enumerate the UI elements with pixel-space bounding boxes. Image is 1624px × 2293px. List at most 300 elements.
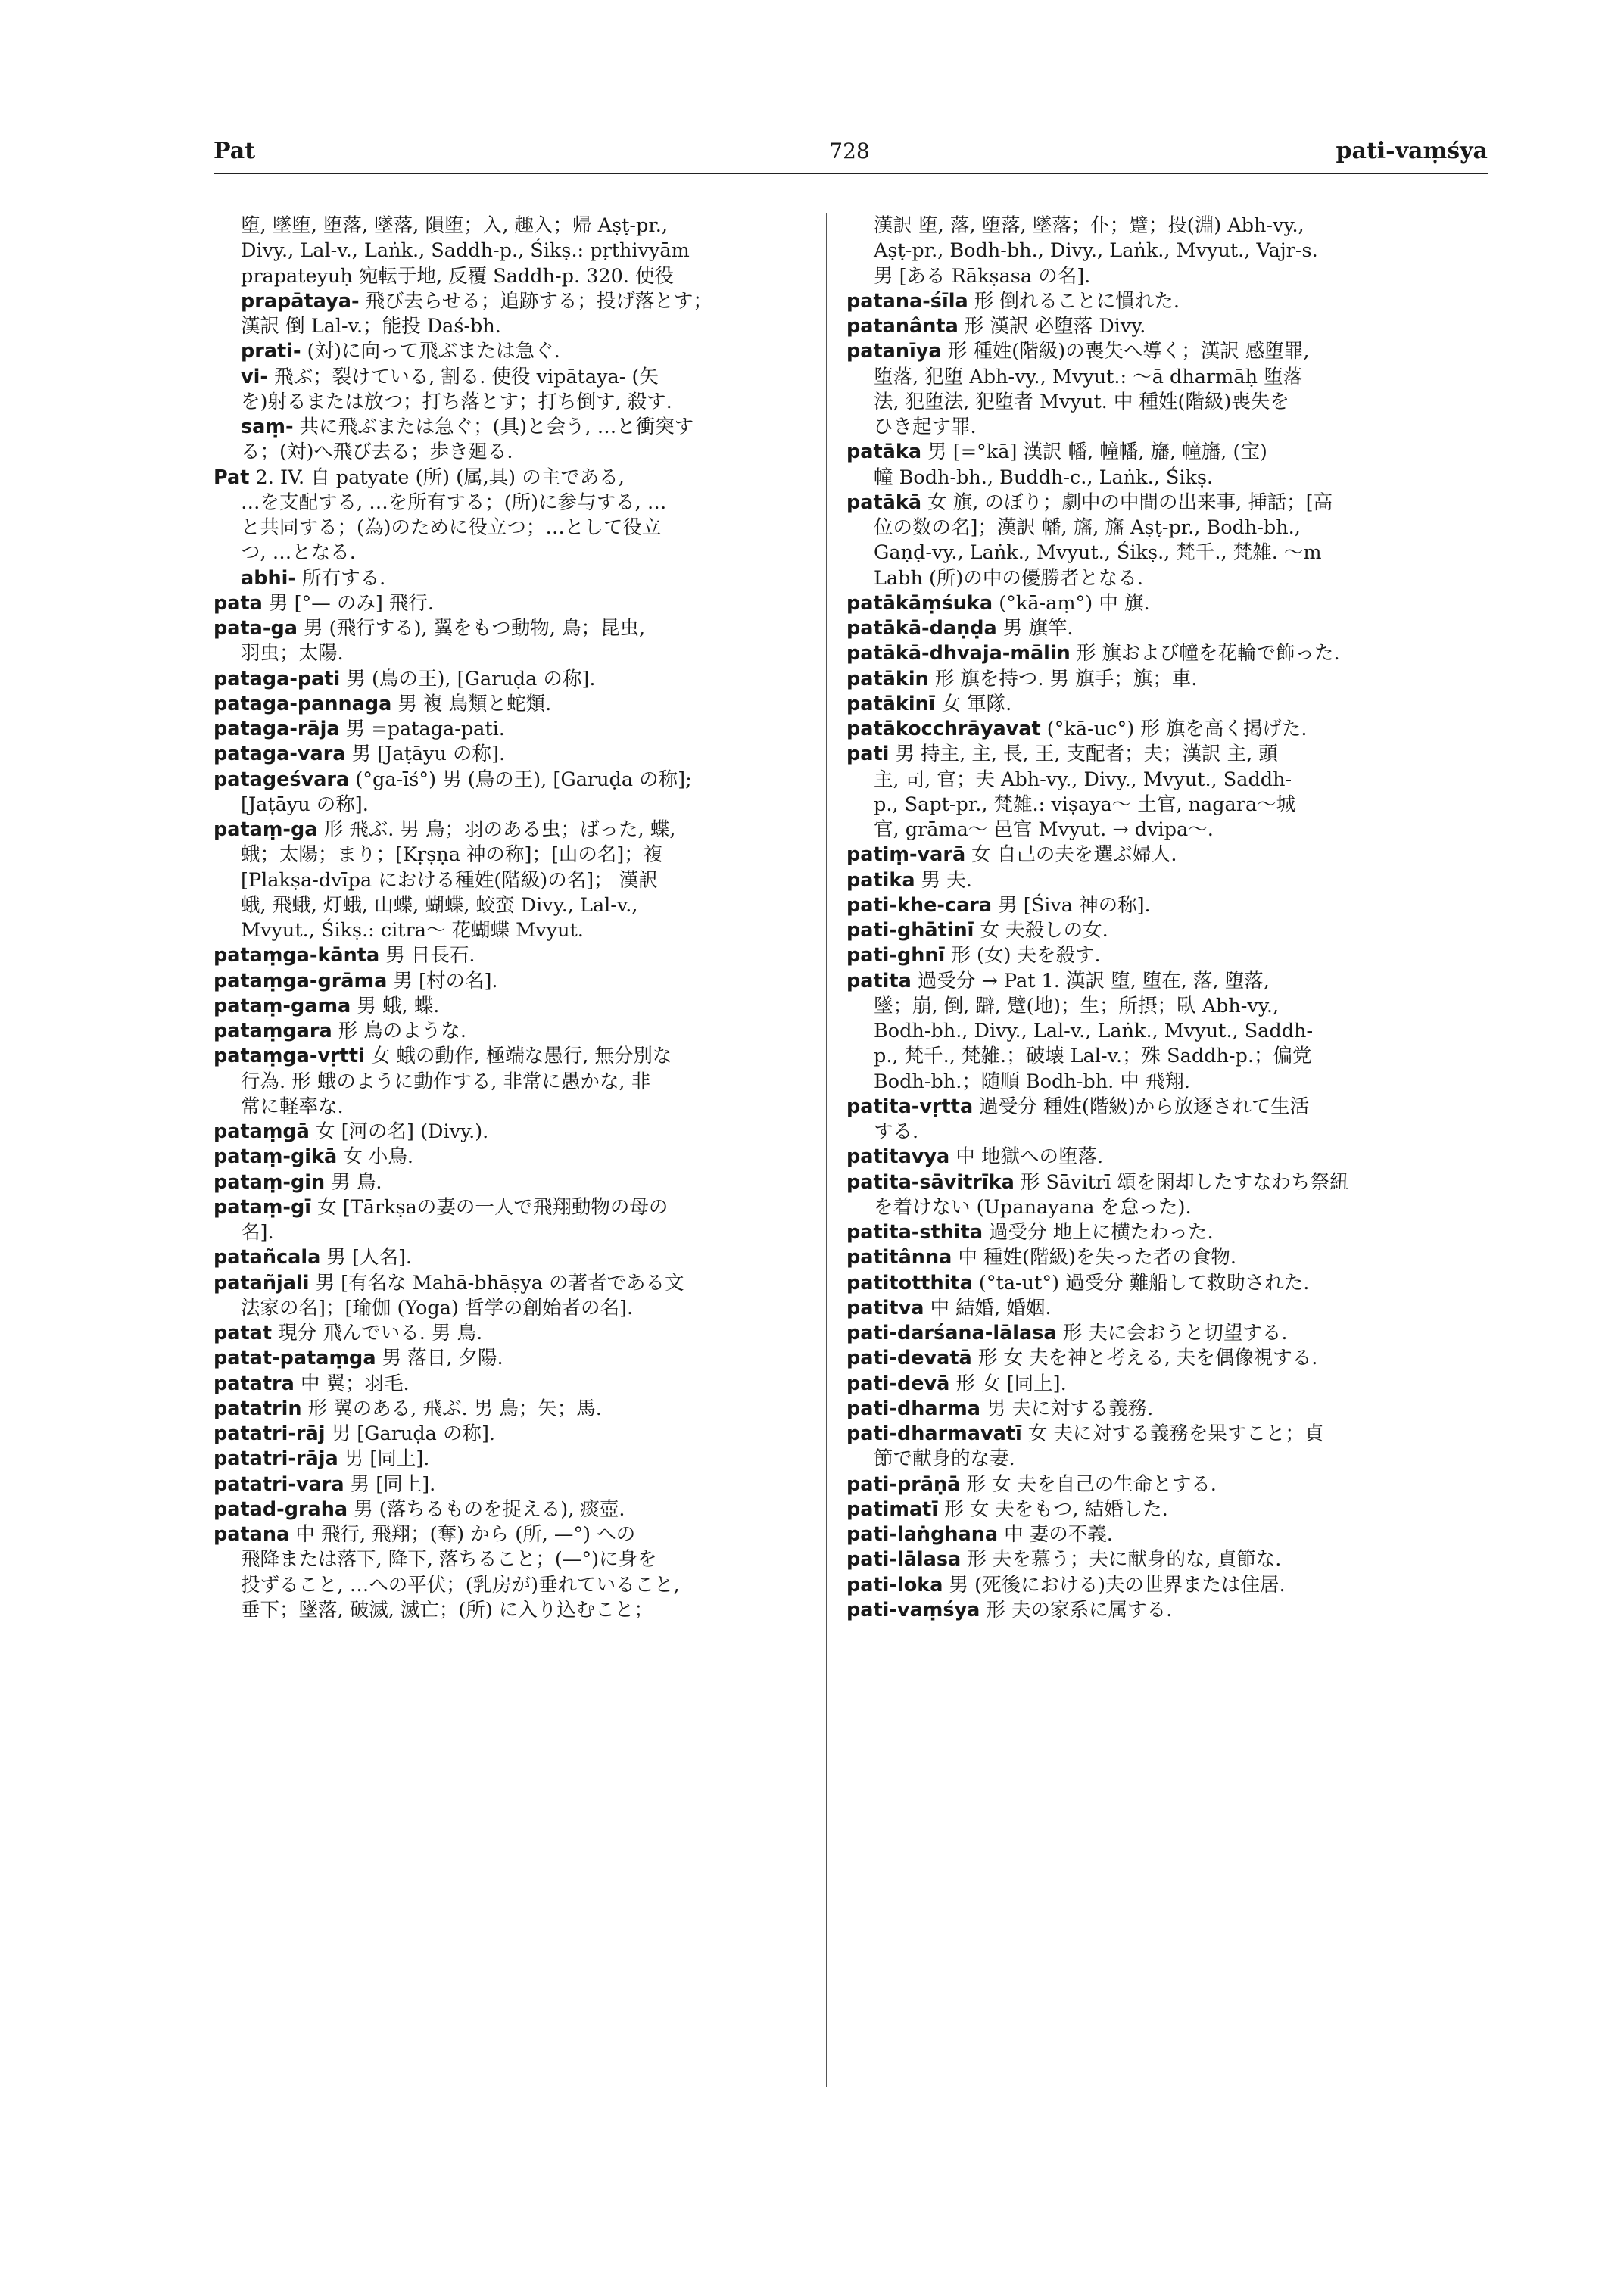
headword: patat	[214, 1322, 273, 1344]
headword: patageśvara	[214, 768, 350, 791]
definition-text: 飛降または落下, 降下, 落ちること；(—°)に身を	[241, 1548, 657, 1572]
headword: pati	[846, 743, 890, 766]
headword: prapātaya-	[241, 289, 360, 313]
headword: patatrin	[214, 1397, 302, 1420]
definition-text: 過受分 → Pat 1. 漢訳 堕, 堕在, 落, 堕落,	[917, 969, 1270, 992]
dictionary-line	[846, 1372, 1488, 1397]
headword: pata-ga	[214, 617, 298, 640]
definition-text: 男 [Garuḍa の称].	[331, 1422, 496, 1445]
dictionary-line	[846, 1195, 1488, 1220]
dictionary-line	[846, 969, 1488, 994]
dictionary-line	[214, 264, 804, 289]
definition-text: Bodh-bh.；随順 Bodh-bh. 中 飛翔.	[874, 1070, 1191, 1093]
definition-text: 形 夫に会おうと切望する.	[1062, 1322, 1288, 1344]
definition-text: 形 女 夫をもつ, 結婚した.	[944, 1497, 1168, 1521]
definition-text: 男 [同上].	[350, 1472, 436, 1496]
headword: patiṃ-varā	[846, 843, 966, 867]
dictionary-line	[846, 793, 1488, 818]
headword: pataṃgara	[214, 1020, 332, 1042]
dictionary-line	[214, 943, 804, 968]
headword: pati-loka	[846, 1573, 943, 1597]
headword: pati-vaṃśya	[846, 1598, 980, 1622]
headword: patatri-rāja	[214, 1447, 338, 1471]
definition-text: 男 [ある Rākṣasa の名].	[874, 264, 1091, 288]
header-rule	[214, 173, 1488, 174]
dictionary-line	[214, 238, 804, 263]
definition-text: 形 女 夫を自己の生命とする.	[966, 1472, 1217, 1496]
running-head-left: Pat	[214, 138, 256, 164]
dictionary-line	[214, 289, 804, 314]
dictionary-line	[214, 969, 804, 994]
headword: pataṃ-gī	[214, 1195, 312, 1219]
headword: pataṃ-ga	[214, 818, 318, 841]
headword: patatri-rāj	[214, 1422, 326, 1445]
dictionary-line	[846, 1170, 1488, 1195]
dictionary-line	[214, 1120, 804, 1145]
dictionary-line	[214, 742, 804, 767]
dictionary-line	[214, 667, 804, 692]
dictionary-line	[214, 843, 804, 868]
definition-text: 男 日長石.	[385, 944, 475, 967]
headword: patākā-dhvaja-mālin	[846, 642, 1071, 665]
headword: vi-	[241, 365, 268, 388]
definition-text: る；(対)へ飛び去る；歩き廻る.	[241, 441, 513, 464]
dictionary-line	[846, 667, 1488, 692]
dictionary-line	[846, 717, 1488, 742]
dictionary-line	[214, 491, 804, 516]
headword: pati-ghnī	[846, 944, 946, 967]
definition-text: 垂下；墜落, 破滅, 滅亡；(所) に入り込むこと；	[241, 1598, 653, 1622]
dictionary-line	[846, 541, 1488, 565]
definition-text: (°ga-īś°) 男 (鳥の王), [Garuḍa の称];	[355, 768, 692, 791]
dictionary-line	[214, 390, 804, 415]
definition-text: 女 旗, のぼり；劇中の中間の出来事, 挿話；[高	[927, 491, 1333, 514]
dictionary-line	[846, 943, 1488, 968]
definition-text: 節で献身的な妻.	[874, 1447, 1015, 1471]
definition-text: と共同する；(為)のために役立つ；…として役立	[241, 516, 662, 539]
dictionary-line	[846, 339, 1488, 364]
definition-text: (°ta-ut°) 過受分 難船して救助された.	[978, 1271, 1310, 1294]
definition-text: 中 結婚, 婚姻.	[930, 1296, 1052, 1319]
dictionary-line	[214, 793, 804, 818]
headword: pati-dharma	[846, 1397, 980, 1420]
dictionary-line	[214, 893, 804, 918]
headword: patatra	[214, 1372, 295, 1395]
dictionary-line	[846, 1522, 1488, 1547]
headword: patita-vṛtta	[846, 1095, 974, 1118]
definition-text: する.	[874, 1120, 919, 1143]
definition-text: 男 [村の名].	[393, 969, 498, 992]
dictionary-line	[214, 1220, 804, 1245]
dictionary-line	[214, 1170, 804, 1195]
headword: patitva	[846, 1296, 924, 1319]
dictionary-line	[846, 641, 1488, 666]
dictionary-line	[214, 818, 804, 843]
dictionary-line	[846, 616, 1488, 641]
running-head-right: pati-vaṃśya	[1336, 138, 1488, 164]
dictionary-line	[846, 742, 1488, 767]
headword: patimatī	[846, 1497, 939, 1521]
definition-text: 名].	[241, 1221, 274, 1244]
definition-text: 形 種姓(階級)の喪失へ導く；漢訳 感堕罪,	[947, 340, 1310, 363]
dictionary-line	[214, 1547, 804, 1572]
headword: pataṃga-vṛtti	[214, 1045, 365, 1068]
dictionary-line	[214, 1397, 804, 1422]
definition-text: 形 夫を慕う；夫に献身的な, 貞節な.	[967, 1548, 1282, 1572]
headword: pataṃga-kānta	[214, 944, 380, 967]
dictionary-line	[214, 1245, 804, 1270]
dictionary-line	[846, 238, 1488, 263]
definition-text: 形 漢訳 必堕落 Divy.	[964, 315, 1146, 338]
dictionary-line	[214, 365, 804, 390]
definition-text: 女 [Tārkṣaの妻の一人で飛翔動物の母の	[317, 1195, 669, 1219]
dictionary-line	[214, 1195, 804, 1220]
dictionary-line	[846, 1472, 1488, 1497]
headword: pataṃ-gama	[214, 994, 351, 1017]
dictionary-line	[214, 616, 804, 641]
dictionary-line	[214, 1346, 804, 1371]
dictionary-line	[846, 516, 1488, 541]
definition-text: 男 鳥.	[331, 1170, 382, 1194]
definition-text: 形 翼のある, 飛ぶ. 男 鳥；矢；馬.	[307, 1397, 602, 1420]
dictionary-line	[214, 918, 804, 943]
headword: pati-lālasa	[846, 1548, 962, 1572]
definition-text: 形 飛ぶ. 男 鳥；羽のある虫；ばった, 蝶,	[323, 818, 676, 841]
dictionary-line	[846, 1095, 1488, 1120]
dictionary-line	[846, 365, 1488, 390]
definition-text: 形 女 [同上].	[955, 1372, 1067, 1395]
definition-text: 形 女 夫を神と考える, 夫を偶像視する.	[977, 1347, 1318, 1370]
dictionary-line	[214, 1145, 804, 1170]
headword: patākinī	[846, 692, 936, 715]
column-divider	[826, 213, 827, 2087]
definition-text: 形 Sāvitrī 頌を閑却したすなわち祭紐	[1020, 1170, 1349, 1194]
definition-text: Gaṇḍ-vy., Laṅk., Mvyut., Śikṣ., 梵千., 梵雑. ～m	[874, 541, 1322, 565]
definition-text: 漢訳 倒 Lal-v.；能投 Daś-bh.	[241, 315, 501, 338]
dictionary-line	[846, 893, 1488, 918]
dictionary-line	[214, 1522, 804, 1547]
dictionary-line	[214, 1573, 804, 1598]
dictionary-line	[214, 868, 804, 893]
headword: patañjali	[214, 1271, 310, 1294]
definition-text: 堕, 墜堕, 堕落, 墜落, 隕堕；入, 趣入；帰 Aṣṭ-pr.,	[241, 214, 668, 237]
dictionary-line	[846, 1346, 1488, 1371]
definition-text: …を支配する, …を所有する；(所)に参与する, …	[241, 491, 667, 514]
definition-text: Aṣṭ-pr., Bodh-bh., Divy., Laṅk., Mvyut., Vajr-s.	[874, 239, 1318, 263]
dictionary-line	[846, 768, 1488, 793]
definition-text: 男 [人名].	[326, 1246, 413, 1270]
definition-text: p., 梵千., 梵雑.；破壊 Lal-v.；殊 Saddh-p.；偏党	[874, 1045, 1312, 1068]
definition-text: 蛾, 飛蛾, 灯蛾, 山蝶, 蝴蝶, 蛟蛮 Divy., Lal-v.,	[241, 893, 638, 917]
headword: patita-sāvitrīka	[846, 1170, 1015, 1194]
definition-text: 中 地獄への堕落.	[955, 1145, 1104, 1169]
definition-text: 行為. 形 蛾のように動作する, 非常に愚かな, 非	[241, 1070, 651, 1093]
definition-text: Labh (所)の中の優勝者となる.	[874, 566, 1143, 590]
headword: patad-graha	[214, 1497, 348, 1521]
definition-text: Bodh-bh., Divy., Lal-v., Laṅk., Mvyut., Saddh-	[874, 1020, 1314, 1042]
headword: patat-pataṃga	[214, 1347, 376, 1370]
dictionary-line	[214, 1598, 804, 1623]
dictionary-line	[214, 440, 804, 465]
headword: patana-śīla	[846, 289, 968, 313]
headword: patanīya	[846, 340, 942, 363]
definition-text: 女 夫殺しの女.	[980, 919, 1108, 942]
headword: pati-darśana-lālasa	[846, 1322, 1057, 1344]
dictionary-line	[214, 1422, 804, 1447]
definition-text: 漢訳 堕, 落, 堕落, 墜落；仆；躄；投(淵) Abh-vy.,	[874, 214, 1304, 237]
dictionary-line	[214, 415, 804, 440]
headword: pataṃga-grāma	[214, 969, 388, 992]
dictionary-line	[214, 994, 804, 1019]
definition-text: p., Sapt-pr., 梵雑.: viṣaya～ 土官, nagara～城	[874, 793, 1296, 816]
definition-text: 所有する.	[302, 566, 386, 590]
definition-text: 女 自己の夫を選ぶ婦人.	[971, 843, 1177, 867]
dictionary-line	[214, 1019, 804, 1044]
definition-text: 男 [°— のみ] 飛行.	[268, 591, 435, 615]
definition-text: ひき起す罪.	[874, 416, 977, 438]
definition-text: 過受分 種姓(階級)から放逐されて生活	[979, 1095, 1310, 1118]
headword: pati-prāṇā	[846, 1472, 961, 1496]
dictionary-line	[846, 466, 1488, 491]
definition-text: 男 落日, 夕陽.	[382, 1347, 503, 1370]
definition-text: 男 複 鳥類と蛇類.	[397, 692, 552, 715]
dictionary-line	[846, 1271, 1488, 1296]
headword: patitavya	[846, 1145, 950, 1169]
headword: patākin	[846, 667, 929, 690]
definition-text: 現分 飛んでいる. 男 鳥.	[278, 1322, 483, 1344]
headword: patañcala	[214, 1246, 321, 1270]
dictionary-line	[846, 1044, 1488, 1069]
dictionary-line	[846, 1547, 1488, 1572]
definition-text: 男 旗竿.	[1002, 617, 1074, 640]
definition-text: を)射るまたは放つ；打ち落とす；打ち倒す, 殺す.	[241, 390, 672, 413]
dictionary-line	[846, 314, 1488, 339]
dictionary-line	[846, 491, 1488, 516]
definition-text: 男 =pataga-pati.	[345, 718, 505, 740]
dictionary-line	[846, 390, 1488, 415]
definition-text: 男 [同上].	[344, 1447, 430, 1471]
dictionary-line	[846, 868, 1488, 893]
headword: patākā-daṇḍa	[846, 617, 997, 640]
headword: pati-devā	[846, 1372, 950, 1395]
left-column	[214, 213, 804, 1623]
dictionary-line	[214, 339, 804, 364]
headword: pati-dharmavatī	[846, 1422, 1022, 1445]
headword: prati-	[241, 340, 301, 363]
definition-text: 常に軽率な.	[241, 1095, 344, 1118]
dictionary-line	[214, 591, 804, 616]
dictionary-line	[846, 818, 1488, 843]
headword: patita	[846, 969, 912, 992]
headword: patatri-vara	[214, 1472, 344, 1496]
definition-text: 中 妻の不義.	[1004, 1523, 1113, 1546]
headword: pataṃ-gikā	[214, 1145, 338, 1169]
dictionary-line	[214, 466, 804, 491]
definition-text: 男 (死後における)夫の世界または住居.	[949, 1573, 1286, 1597]
definition-text: (°kā-uc°) 形 旗を高く掲げた.	[1046, 718, 1308, 740]
definition-text: 幢 Bodh-bh., Buddh-c., Laṅk., Śikṣ.	[874, 466, 1214, 489]
dictionary-line	[846, 1573, 1488, 1598]
dictionary-line	[846, 1397, 1488, 1422]
definition-text: 男 [有名な Mahā-bhāṣya の著者である文	[315, 1271, 684, 1294]
dictionary-line	[214, 516, 804, 541]
definition-text: prapateyuḥ 宛転于地, 反覆 Saddh-p. 320. 使役	[241, 264, 675, 288]
definition-text: 形 旗を持つ. 男 旗手；旗；車.	[934, 667, 1198, 690]
definition-text: [Plakṣa-dvīpa における種姓(階級)の名]； 漢訳	[241, 868, 658, 892]
dictionary-line	[214, 314, 804, 339]
dictionary-line	[846, 1598, 1488, 1623]
definition-text: 女 軍隊.	[941, 692, 1012, 715]
headword: pati-devatā	[846, 1347, 972, 1370]
definition-text: 形 夫の家系に属する.	[986, 1598, 1173, 1622]
dictionary-line	[846, 994, 1488, 1019]
headword: pati-khe-cara	[846, 893, 993, 917]
definition-text: 男 [=°kā] 漢訳 幡, 幢幡, 旛, 幢旛, (宝)	[927, 441, 1267, 464]
definition-text: 形 鳥のような.	[338, 1020, 467, 1042]
dictionary-line	[846, 1220, 1488, 1245]
headword: pataga-rāja	[214, 718, 340, 740]
definition-text: 法, 犯堕法, 犯堕者 Mvyut. 中 種姓(階級)喪失を	[874, 390, 1289, 413]
dictionary-line	[846, 1070, 1488, 1095]
headword: saṃ-	[241, 416, 294, 438]
headword: patākocchrāyavat	[846, 718, 1041, 740]
dictionary-line	[846, 289, 1488, 314]
definition-text: 官, grāma～ 邑官 Mvyut. → dvipa～.	[874, 818, 1214, 841]
dictionary-line	[214, 641, 804, 666]
dictionary-line	[214, 1447, 804, 1472]
definition-text: 男 (鳥の王), [Garuḍa の称].	[346, 667, 596, 690]
definition-text: 男 夫に対する義務.	[987, 1397, 1154, 1420]
definition-text: 共に飛ぶまたは急ぐ；(具)と会う, …と衝突す	[299, 416, 694, 438]
dictionary-line	[846, 1321, 1488, 1346]
definition-text: 形 旗および幢を花輪で飾った.	[1076, 642, 1340, 665]
definition-text: 墜；崩, 倒, 躃, 躄(地)；生；所摂；臥 Abh-vy.,	[874, 994, 1280, 1017]
dictionary-line	[214, 768, 804, 793]
dictionary-line	[846, 1245, 1488, 1270]
dictionary-line	[214, 213, 804, 238]
dictionary-line	[846, 264, 1488, 289]
dictionary-line	[214, 1497, 804, 1522]
definition-text: (対)に向って飛ぶまたは急ぐ.	[307, 340, 560, 363]
definition-text: [Jaṭāyu の称].	[241, 793, 369, 816]
definition-text: 主, 司, 官；夫 Abh-vy., Divy., Mvyut., Saddh-	[874, 768, 1292, 791]
dictionary-line	[846, 1422, 1488, 1447]
definition-text: 堕落, 犯堕 Abh-vy., Mvyut.: ～ā dharmāḥ 堕落	[874, 365, 1303, 388]
definition-text: 男 蛾, 蝶.	[357, 994, 440, 1017]
page-number: 728	[829, 139, 870, 164]
definition-text: 位の数の名]；漢訳 幡, 旛, 旛 Aṣṭ-pr., Bodh-bh.,	[874, 516, 1301, 539]
definition-text: を着けない (Upanayana を怠った).	[874, 1195, 1192, 1219]
headword: patākāṃśuka	[846, 591, 993, 615]
headword: pataṃgā	[214, 1120, 310, 1143]
definition-text: (°kā-aṃ°) 中 旗.	[999, 591, 1150, 615]
dictionary-line	[214, 692, 804, 717]
headword: patākā	[846, 491, 922, 514]
definition-text: 女 蛾の動作, 極端な愚行, 無分別な	[370, 1045, 672, 1068]
definition-text: 中 種姓(階級)を失った者の食物.	[958, 1246, 1237, 1270]
headword: pataga-pannaga	[214, 692, 392, 715]
definition-text: 蛾；太陽；まり；[Kṛṣṇa 神の称]；[山の名]；複	[241, 843, 663, 867]
dictionary-line	[846, 1447, 1488, 1472]
dictionary-line	[846, 1019, 1488, 1044]
dictionary-line	[846, 1145, 1488, 1170]
dictionary-line	[214, 1372, 804, 1397]
definition-text: 羽虫；太陽.	[241, 642, 344, 665]
definition-text: 過受分 地上に横たわった.	[989, 1221, 1214, 1244]
definition-text: 形 (女) 夫を殺す.	[951, 944, 1101, 967]
dictionary-line	[214, 1271, 804, 1296]
dictionary-line	[846, 1120, 1488, 1145]
dictionary-line	[214, 1070, 804, 1095]
dictionary-line	[214, 541, 804, 565]
definition-text: 女 小鳥.	[343, 1145, 414, 1169]
definition-text: Divy., Lal-v., Laṅk., Saddh-p., Śikṣ.: pṛthivyām	[241, 239, 690, 263]
headword: pataga-vara	[214, 743, 346, 766]
headword: patana	[214, 1523, 290, 1546]
dictionary-line	[214, 1044, 804, 1069]
headword: patanânta	[846, 315, 959, 338]
definition-text: 飛ぶ；裂けている, 割る. 使役 vipātaya- (矢	[274, 365, 659, 388]
definition-text: 飛び去らせる；追跡する；投げ落とす；	[365, 289, 712, 313]
dictionary-line	[846, 1296, 1488, 1321]
dictionary-line	[846, 1497, 1488, 1522]
dictionary-line	[846, 213, 1488, 238]
definition-text: 女 夫に対する義務を果すこと；貞	[1027, 1422, 1324, 1445]
headword: abhi-	[241, 566, 296, 590]
dictionary-line	[846, 591, 1488, 616]
dictionary-line	[214, 1095, 804, 1120]
headword: pataga-pati	[214, 667, 341, 690]
dictionary-line	[846, 692, 1488, 717]
headword: patita-sthita	[846, 1221, 983, 1244]
definition-text: 法家の名]；[瑜伽 (Yoga) 哲学の創始者の名].	[241, 1296, 634, 1319]
definition-text: 男 [Śiva 神の称].	[998, 893, 1151, 917]
dictionary-line	[846, 918, 1488, 943]
definition-text: 男 (飛行する), 翼をもつ動物, 鳥；昆虫,	[304, 617, 646, 640]
definition-text: 中 飛行, 飛翔；(奪) から (所, —°) への	[295, 1523, 636, 1546]
definition-text: 男 (落ちるものを捉える), 痰壺.	[354, 1497, 625, 1521]
definition-text: 男 [Jaṭāyu の称].	[351, 743, 506, 766]
definition-text: 投ずること, …への平伏；(乳房が)垂れていること,	[241, 1573, 680, 1597]
definition-text: 形 倒れることに慣れた.	[974, 289, 1180, 313]
headword: patitotthita	[846, 1271, 973, 1294]
headword: pataṃ-gin	[214, 1170, 326, 1194]
definition-text: 女 [河の名] (Divy.).	[316, 1120, 489, 1143]
dictionary-line	[214, 717, 804, 742]
dictionary-line	[214, 1472, 804, 1497]
dictionary-line	[214, 566, 804, 591]
right-column	[846, 213, 1488, 1623]
dictionary-line	[846, 843, 1488, 868]
definition-text: 中 翼；羽毛.	[300, 1372, 410, 1395]
headword: Pat	[214, 466, 250, 489]
dictionary-line	[214, 1321, 804, 1346]
dictionary-line	[846, 440, 1488, 465]
definition-text: つ, …となる.	[241, 541, 356, 565]
headword: patitânna	[846, 1246, 952, 1270]
dictionary-line	[214, 1296, 804, 1321]
headword: pati-laṅghana	[846, 1523, 999, 1546]
dictionary-line	[846, 566, 1488, 591]
headword: pata	[214, 591, 263, 615]
definition-text: 2. IV. 自 patyate (所) (属,具) の主である,	[255, 466, 625, 489]
headword: pati-ghātinī	[846, 919, 974, 942]
dictionary-line	[846, 415, 1488, 440]
definition-text: Mvyut., Śikṣ.: citra～ 花蝴蝶 Mvyut.	[241, 919, 584, 942]
definition-text: 男 持主, 主, 長, 王, 支配者；夫；漢訳 主, 頭	[895, 743, 1278, 766]
headword: patika	[846, 868, 915, 892]
headword: patāka	[846, 441, 922, 464]
